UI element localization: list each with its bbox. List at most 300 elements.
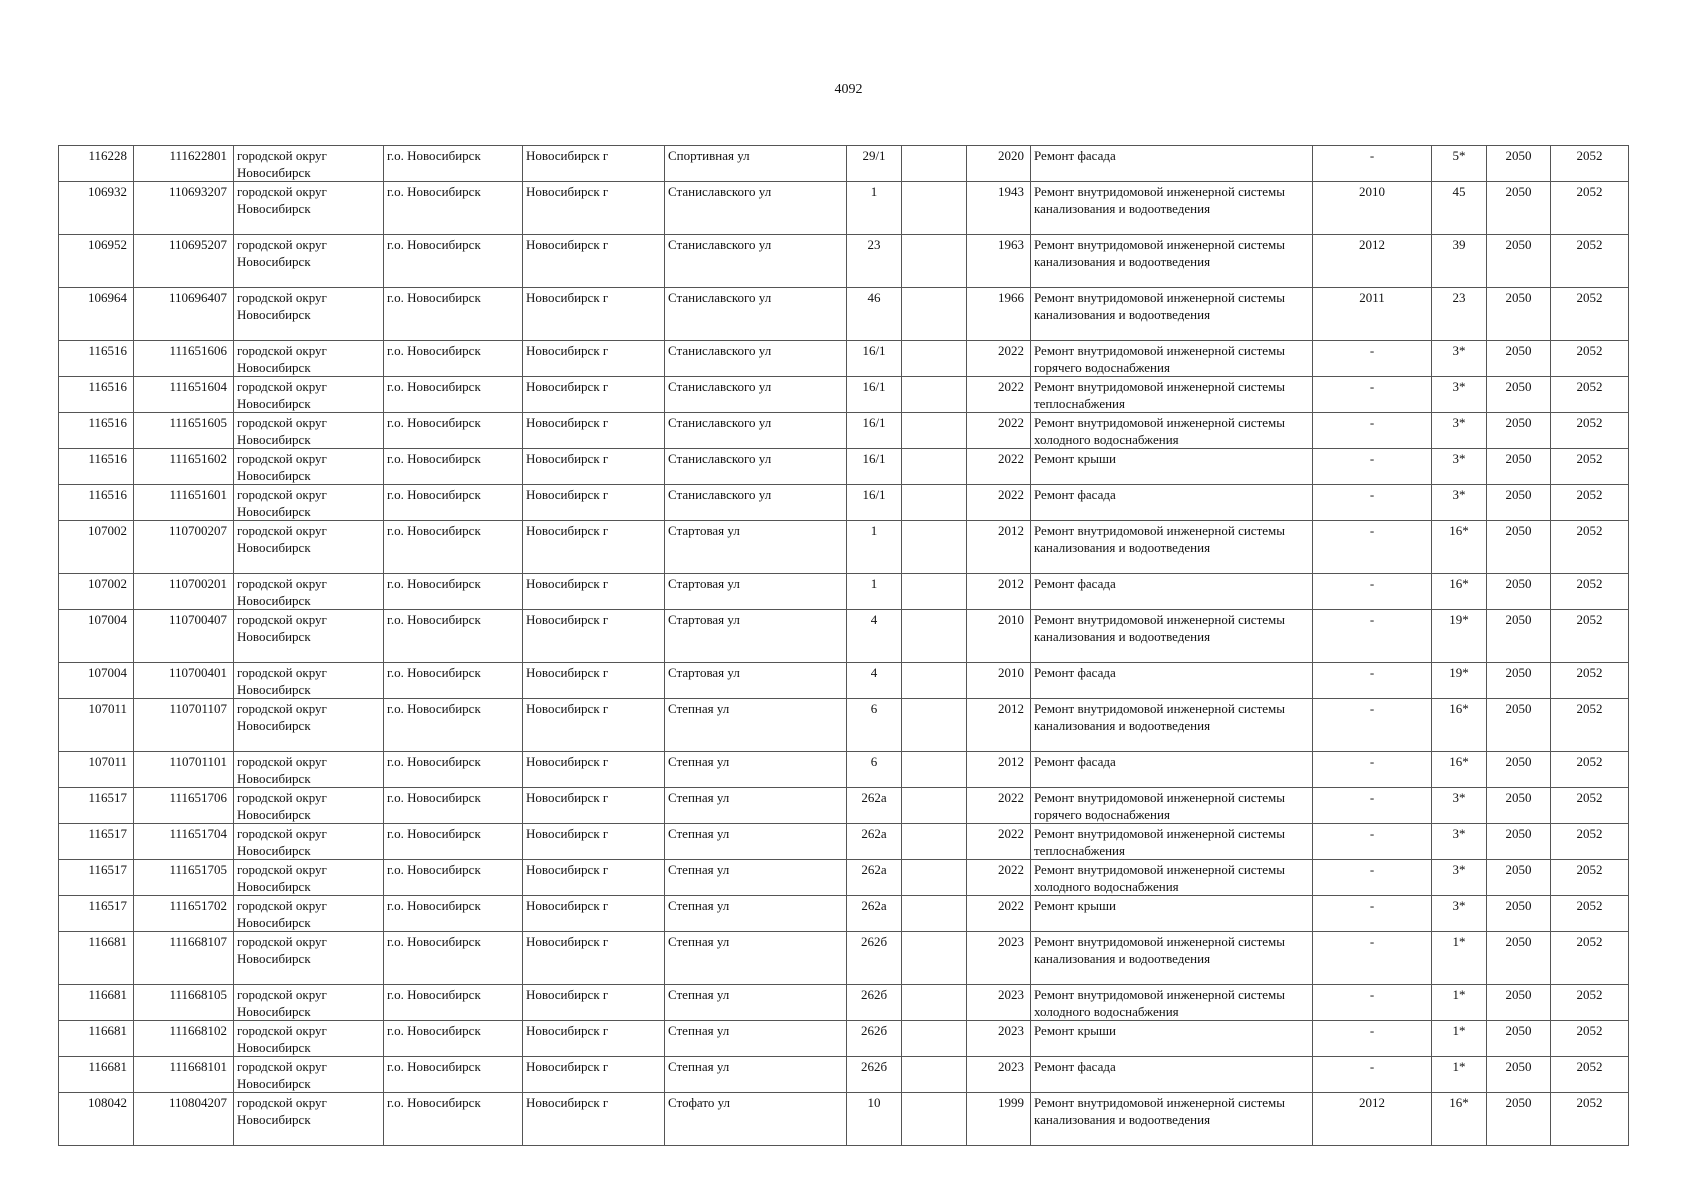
cell-work-type: Ремонт внутридомовой инженерной системы горячего водоснабжения xyxy=(1031,788,1313,824)
cell-municipality: городской округ Новосибирск xyxy=(234,574,384,610)
cell-build-year: 2012 xyxy=(967,574,1031,610)
table-row xyxy=(59,377,1629,413)
cell-house-id: 116228 xyxy=(59,146,134,182)
cell-locality: Новосибирск г xyxy=(523,182,665,235)
cell-building xyxy=(902,377,967,413)
cell-work-id: 110700407 xyxy=(134,610,234,663)
cell-work-type: Ремонт внутридомовой инженерной системы горячего водоснабжения xyxy=(1031,341,1313,377)
cell-municipality: городской округ Новосибирск xyxy=(234,146,384,182)
cell-build-year: 2022 xyxy=(967,341,1031,377)
cell-street: Стартовая ул xyxy=(665,574,847,610)
cell-wear: 45 xyxy=(1432,182,1487,235)
table-row xyxy=(59,860,1629,896)
cell-work-type: Ремонт фасада xyxy=(1031,146,1313,182)
cell-street: Степная ул xyxy=(665,752,847,788)
cell-work-id: 111651604 xyxy=(134,377,234,413)
cell-house-number: 262а xyxy=(847,896,902,932)
cell-plan-start: 2050 xyxy=(1487,932,1551,985)
cell-house-id: 107004 xyxy=(59,610,134,663)
cell-house-id: 116517 xyxy=(59,860,134,896)
cell-street: Степная ул xyxy=(665,1057,847,1093)
cell-plan-end: 2052 xyxy=(1551,896,1629,932)
table-row xyxy=(59,1093,1629,1146)
table-row xyxy=(59,288,1629,341)
cell-plan-start: 2050 xyxy=(1487,377,1551,413)
cell-locality: Новосибирск г xyxy=(523,1057,665,1093)
cell-work-type: Ремонт внутридомовой инженерной системы холодного водоснабжения xyxy=(1031,413,1313,449)
cell-work-type: Ремонт фасада xyxy=(1031,752,1313,788)
cell-wear: 16* xyxy=(1432,699,1487,752)
cell-last-repair-year: - xyxy=(1313,699,1432,752)
cell-work-type: Ремонт внутридомовой инженерной системы канализования и водоотведения xyxy=(1031,610,1313,663)
cell-house-id: 116517 xyxy=(59,824,134,860)
table-row xyxy=(59,574,1629,610)
cell-house-id: 107011 xyxy=(59,752,134,788)
cell-work-id: 111651706 xyxy=(134,788,234,824)
cell-build-year: 2022 xyxy=(967,413,1031,449)
cell-locality: Новосибирск г xyxy=(523,146,665,182)
cell-plan-end: 2052 xyxy=(1551,1021,1629,1057)
cell-build-year: 2023 xyxy=(967,985,1031,1021)
cell-build-year: 2022 xyxy=(967,896,1031,932)
cell-plan-start: 2050 xyxy=(1487,610,1551,663)
cell-house-id: 116516 xyxy=(59,449,134,485)
cell-work-id: 110700207 xyxy=(134,521,234,574)
cell-last-repair-year: - xyxy=(1313,610,1432,663)
cell-house-id: 107011 xyxy=(59,699,134,752)
cell-work-type: Ремонт фасада xyxy=(1031,574,1313,610)
cell-plan-end: 2052 xyxy=(1551,610,1629,663)
cell-building xyxy=(902,449,967,485)
cell-municipal-short: г.о. Новосибирск xyxy=(384,610,523,663)
cell-municipal-short: г.о. Новосибирск xyxy=(384,377,523,413)
cell-plan-start: 2050 xyxy=(1487,413,1551,449)
cell-house-number: 6 xyxy=(847,699,902,752)
table-row xyxy=(59,182,1629,235)
cell-work-type: Ремонт внутридомовой инженерной системы канализования и водоотведения xyxy=(1031,699,1313,752)
cell-municipal-short: г.о. Новосибирск xyxy=(384,752,523,788)
table-row xyxy=(59,485,1629,521)
table-row xyxy=(59,985,1629,1021)
cell-work-id: 111668102 xyxy=(134,1021,234,1057)
cell-building xyxy=(902,699,967,752)
cell-plan-end: 2052 xyxy=(1551,288,1629,341)
cell-build-year: 2022 xyxy=(967,449,1031,485)
cell-municipal-short: г.о. Новосибирск xyxy=(384,288,523,341)
cell-house-number: 262б xyxy=(847,1057,902,1093)
cell-municipal-short: г.о. Новосибирск xyxy=(384,449,523,485)
cell-work-type: Ремонт фасада xyxy=(1031,663,1313,699)
cell-building xyxy=(902,288,967,341)
cell-municipality: городской округ Новосибирск xyxy=(234,932,384,985)
cell-plan-end: 2052 xyxy=(1551,752,1629,788)
cell-last-repair-year: - xyxy=(1313,663,1432,699)
cell-work-id: 111668107 xyxy=(134,932,234,985)
cell-municipality: городской округ Новосибирск xyxy=(234,1057,384,1093)
cell-municipality: городской округ Новосибирск xyxy=(234,413,384,449)
cell-plan-end: 2052 xyxy=(1551,449,1629,485)
cell-house-number: 46 xyxy=(847,288,902,341)
cell-building xyxy=(902,824,967,860)
cell-last-repair-year: - xyxy=(1313,788,1432,824)
cell-municipality: городской округ Новосибирск xyxy=(234,377,384,413)
cell-house-number: 16/1 xyxy=(847,449,902,485)
cell-municipality: городской округ Новосибирск xyxy=(234,699,384,752)
cell-work-id: 111668101 xyxy=(134,1057,234,1093)
cell-work-type: Ремонт внутридомовой инженерной системы канализования и водоотведения xyxy=(1031,288,1313,341)
table-row xyxy=(59,521,1629,574)
cell-street: Станиславского ул xyxy=(665,485,847,521)
cell-last-repair-year: 2010 xyxy=(1313,182,1432,235)
cell-building xyxy=(902,860,967,896)
cell-build-year: 1966 xyxy=(967,288,1031,341)
cell-municipality: городской округ Новосибирск xyxy=(234,860,384,896)
cell-build-year: 2023 xyxy=(967,1021,1031,1057)
cell-plan-end: 2052 xyxy=(1551,341,1629,377)
cell-work-id: 110700201 xyxy=(134,574,234,610)
cell-build-year: 2022 xyxy=(967,485,1031,521)
cell-house-number: 1 xyxy=(847,521,902,574)
cell-house-number: 16/1 xyxy=(847,341,902,377)
cell-wear: 19* xyxy=(1432,663,1487,699)
cell-wear: 3* xyxy=(1432,824,1487,860)
cell-plan-end: 2052 xyxy=(1551,932,1629,985)
cell-street: Степная ул xyxy=(665,699,847,752)
cell-locality: Новосибирск г xyxy=(523,288,665,341)
cell-last-repair-year: - xyxy=(1313,377,1432,413)
cell-work-type: Ремонт внутридомовой инженерной системы канализования и водоотведения xyxy=(1031,182,1313,235)
table-row xyxy=(59,1021,1629,1057)
table-row xyxy=(59,1057,1629,1093)
cell-wear: 3* xyxy=(1432,341,1487,377)
cell-work-type: Ремонт внутридомовой инженерной системы холодного водоснабжения xyxy=(1031,860,1313,896)
cell-build-year: 2020 xyxy=(967,146,1031,182)
cell-street: Степная ул xyxy=(665,860,847,896)
cell-last-repair-year: - xyxy=(1313,146,1432,182)
cell-last-repair-year: - xyxy=(1313,521,1432,574)
cell-building xyxy=(902,1057,967,1093)
table-row xyxy=(59,824,1629,860)
cell-building xyxy=(902,663,967,699)
cell-plan-end: 2052 xyxy=(1551,860,1629,896)
cell-municipality: городской округ Новосибирск xyxy=(234,485,384,521)
cell-street: Станиславского ул xyxy=(665,377,847,413)
cell-street: Станиславского ул xyxy=(665,413,847,449)
cell-work-id: 110701101 xyxy=(134,752,234,788)
cell-street: Станиславского ул xyxy=(665,235,847,288)
cell-build-year: 2022 xyxy=(967,788,1031,824)
cell-build-year: 2012 xyxy=(967,521,1031,574)
cell-street: Степная ул xyxy=(665,932,847,985)
cell-build-year: 2010 xyxy=(967,663,1031,699)
cell-house-id: 107002 xyxy=(59,521,134,574)
cell-house-id: 106932 xyxy=(59,182,134,235)
cell-house-number: 262б xyxy=(847,1021,902,1057)
cell-municipality: городской округ Новосибирск xyxy=(234,788,384,824)
cell-work-id: 111651704 xyxy=(134,824,234,860)
cell-locality: Новосибирск г xyxy=(523,824,665,860)
table-row xyxy=(59,146,1629,182)
cell-last-repair-year: - xyxy=(1313,752,1432,788)
cell-locality: Новосибирск г xyxy=(523,485,665,521)
cell-plan-start: 2050 xyxy=(1487,235,1551,288)
cell-plan-start: 2050 xyxy=(1487,146,1551,182)
cell-plan-end: 2052 xyxy=(1551,235,1629,288)
cell-municipal-short: г.о. Новосибирск xyxy=(384,896,523,932)
cell-last-repair-year: - xyxy=(1313,932,1432,985)
cell-building xyxy=(902,1093,967,1146)
cell-work-id: 110700401 xyxy=(134,663,234,699)
cell-building xyxy=(902,413,967,449)
cell-last-repair-year: 2012 xyxy=(1313,1093,1432,1146)
cell-locality: Новосибирск г xyxy=(523,663,665,699)
page-number: 4092 xyxy=(834,82,863,97)
cell-wear: 1* xyxy=(1432,1021,1487,1057)
cell-wear: 3* xyxy=(1432,860,1487,896)
cell-locality: Новосибирск г xyxy=(523,235,665,288)
cell-building xyxy=(902,235,967,288)
cell-plan-start: 2050 xyxy=(1487,663,1551,699)
cell-municipal-short: г.о. Новосибирск xyxy=(384,1021,523,1057)
repair-schedule-table xyxy=(58,145,1629,1146)
cell-street: Стартовая ул xyxy=(665,663,847,699)
cell-locality: Новосибирск г xyxy=(523,521,665,574)
cell-plan-end: 2052 xyxy=(1551,521,1629,574)
cell-locality: Новосибирск г xyxy=(523,752,665,788)
cell-locality: Новосибирск г xyxy=(523,377,665,413)
cell-building xyxy=(902,985,967,1021)
table-row xyxy=(59,449,1629,485)
cell-house-number: 262б xyxy=(847,985,902,1021)
cell-wear: 3* xyxy=(1432,896,1487,932)
cell-last-repair-year: - xyxy=(1313,1021,1432,1057)
cell-wear: 3* xyxy=(1432,413,1487,449)
cell-house-number: 16/1 xyxy=(847,485,902,521)
cell-plan-end: 2052 xyxy=(1551,485,1629,521)
cell-plan-start: 2050 xyxy=(1487,574,1551,610)
cell-plan-start: 2050 xyxy=(1487,1057,1551,1093)
cell-build-year: 2022 xyxy=(967,377,1031,413)
cell-municipal-short: г.о. Новосибирск xyxy=(384,1057,523,1093)
cell-locality: Новосибирск г xyxy=(523,1093,665,1146)
cell-locality: Новосибирск г xyxy=(523,932,665,985)
cell-work-type: Ремонт крыши xyxy=(1031,896,1313,932)
cell-municipal-short: г.о. Новосибирск xyxy=(384,235,523,288)
cell-house-id: 116516 xyxy=(59,413,134,449)
cell-building xyxy=(902,521,967,574)
cell-street: Степная ул xyxy=(665,824,847,860)
cell-municipality: городской округ Новосибирск xyxy=(234,235,384,288)
cell-house-number: 262а xyxy=(847,788,902,824)
cell-building xyxy=(902,146,967,182)
cell-municipal-short: г.о. Новосибирск xyxy=(384,182,523,235)
cell-building xyxy=(902,485,967,521)
cell-plan-start: 2050 xyxy=(1487,860,1551,896)
cell-wear: 3* xyxy=(1432,377,1487,413)
cell-street: Степная ул xyxy=(665,788,847,824)
cell-locality: Новосибирск г xyxy=(523,610,665,663)
cell-municipality: городской округ Новосибирск xyxy=(234,985,384,1021)
cell-locality: Новосибирск г xyxy=(523,341,665,377)
cell-wear: 19* xyxy=(1432,610,1487,663)
cell-house-number: 29/1 xyxy=(847,146,902,182)
cell-last-repair-year: - xyxy=(1313,1057,1432,1093)
cell-wear: 3* xyxy=(1432,788,1487,824)
cell-last-repair-year: - xyxy=(1313,413,1432,449)
cell-building xyxy=(902,574,967,610)
cell-municipal-short: г.о. Новосибирск xyxy=(384,985,523,1021)
cell-municipal-short: г.о. Новосибирск xyxy=(384,521,523,574)
cell-locality: Новосибирск г xyxy=(523,1021,665,1057)
cell-work-id: 110695207 xyxy=(134,235,234,288)
cell-house-number: 262а xyxy=(847,860,902,896)
cell-work-type: Ремонт внутридомовой инженерной системы холодного водоснабжения xyxy=(1031,985,1313,1021)
cell-house-id: 116681 xyxy=(59,1057,134,1093)
cell-house-id: 116516 xyxy=(59,377,134,413)
cell-work-type: Ремонт внутридомовой инженерной системы канализования и водоотведения xyxy=(1031,932,1313,985)
cell-plan-start: 2050 xyxy=(1487,896,1551,932)
table-row xyxy=(59,699,1629,752)
cell-work-type: Ремонт внутридомовой инженерной системы канализования и водоотведения xyxy=(1031,235,1313,288)
cell-house-number: 4 xyxy=(847,663,902,699)
cell-municipal-short: г.о. Новосибирск xyxy=(384,574,523,610)
cell-municipality: городской округ Новосибирск xyxy=(234,521,384,574)
cell-last-repair-year: - xyxy=(1313,485,1432,521)
cell-wear: 16* xyxy=(1432,574,1487,610)
cell-house-number: 16/1 xyxy=(847,377,902,413)
cell-street: Станиславского ул xyxy=(665,288,847,341)
cell-wear: 1* xyxy=(1432,985,1487,1021)
cell-plan-end: 2052 xyxy=(1551,574,1629,610)
cell-plan-start: 2050 xyxy=(1487,182,1551,235)
cell-plan-end: 2052 xyxy=(1551,1057,1629,1093)
cell-plan-start: 2050 xyxy=(1487,288,1551,341)
cell-work-type: Ремонт фасада xyxy=(1031,485,1313,521)
cell-last-repair-year: - xyxy=(1313,449,1432,485)
cell-municipal-short: г.о. Новосибирск xyxy=(384,146,523,182)
cell-work-id: 111651605 xyxy=(134,413,234,449)
cell-last-repair-year: - xyxy=(1313,985,1432,1021)
cell-plan-start: 2050 xyxy=(1487,985,1551,1021)
cell-locality: Новосибирск г xyxy=(523,860,665,896)
cell-building xyxy=(902,788,967,824)
cell-plan-end: 2052 xyxy=(1551,699,1629,752)
cell-street: Степная ул xyxy=(665,985,847,1021)
cell-work-type: Ремонт крыши xyxy=(1031,1021,1313,1057)
cell-work-type: Ремонт фасада xyxy=(1031,1057,1313,1093)
cell-wear: 3* xyxy=(1432,485,1487,521)
cell-plan-start: 2050 xyxy=(1487,699,1551,752)
cell-street: Степная ул xyxy=(665,896,847,932)
cell-last-repair-year: - xyxy=(1313,896,1432,932)
cell-building xyxy=(902,610,967,663)
cell-municipal-short: г.о. Новосибирск xyxy=(384,699,523,752)
cell-locality: Новосибирск г xyxy=(523,788,665,824)
cell-work-id: 110696407 xyxy=(134,288,234,341)
cell-plan-start: 2050 xyxy=(1487,752,1551,788)
cell-plan-start: 2050 xyxy=(1487,1021,1551,1057)
cell-municipal-short: г.о. Новосибирск xyxy=(384,413,523,449)
cell-municipality: городской округ Новосибирск xyxy=(234,610,384,663)
table-row xyxy=(59,663,1629,699)
cell-wear: 1* xyxy=(1432,932,1487,985)
cell-municipal-short: г.о. Новосибирск xyxy=(384,341,523,377)
cell-plan-end: 2052 xyxy=(1551,377,1629,413)
cell-street: Стартовая ул xyxy=(665,521,847,574)
cell-wear: 3* xyxy=(1432,449,1487,485)
cell-last-repair-year: - xyxy=(1313,341,1432,377)
cell-work-id: 111622801 xyxy=(134,146,234,182)
cell-house-id: 116517 xyxy=(59,788,134,824)
cell-municipality: городской округ Новосибирск xyxy=(234,752,384,788)
cell-house-id: 106952 xyxy=(59,235,134,288)
cell-wear: 5* xyxy=(1432,146,1487,182)
cell-wear: 1* xyxy=(1432,1057,1487,1093)
cell-house-id: 107004 xyxy=(59,663,134,699)
cell-build-year: 2010 xyxy=(967,610,1031,663)
cell-street: Спортивная ул xyxy=(665,146,847,182)
cell-plan-start: 2050 xyxy=(1487,1093,1551,1146)
table-row xyxy=(59,752,1629,788)
cell-plan-end: 2052 xyxy=(1551,985,1629,1021)
cell-plan-end: 2052 xyxy=(1551,146,1629,182)
cell-building xyxy=(902,896,967,932)
cell-build-year: 1999 xyxy=(967,1093,1031,1146)
cell-house-number: 16/1 xyxy=(847,413,902,449)
cell-street: Степная ул xyxy=(665,1021,847,1057)
cell-wear: 39 xyxy=(1432,235,1487,288)
cell-plan-start: 2050 xyxy=(1487,824,1551,860)
cell-work-id: 111651705 xyxy=(134,860,234,896)
cell-last-repair-year: 2011 xyxy=(1313,288,1432,341)
cell-municipal-short: г.о. Новосибирск xyxy=(384,1093,523,1146)
table-row xyxy=(59,896,1629,932)
cell-work-id: 111651602 xyxy=(134,449,234,485)
cell-house-number: 1 xyxy=(847,574,902,610)
cell-build-year: 2022 xyxy=(967,824,1031,860)
table-row xyxy=(59,610,1629,663)
cell-municipality: городской округ Новосибирск xyxy=(234,824,384,860)
cell-plan-start: 2050 xyxy=(1487,788,1551,824)
cell-plan-start: 2050 xyxy=(1487,485,1551,521)
cell-work-id: 110693207 xyxy=(134,182,234,235)
cell-build-year: 2022 xyxy=(967,860,1031,896)
cell-municipal-short: г.о. Новосибирск xyxy=(384,485,523,521)
cell-wear: 23 xyxy=(1432,288,1487,341)
cell-municipality: городской округ Новосибирск xyxy=(234,182,384,235)
cell-building xyxy=(902,341,967,377)
cell-building xyxy=(902,752,967,788)
cell-house-number: 6 xyxy=(847,752,902,788)
cell-building xyxy=(902,932,967,985)
cell-house-id: 107002 xyxy=(59,574,134,610)
cell-work-type: Ремонт крыши xyxy=(1031,449,1313,485)
cell-last-repair-year: - xyxy=(1313,574,1432,610)
cell-work-type: Ремонт внутридомовой инженерной системы канализования и водоотведения xyxy=(1031,521,1313,574)
cell-plan-end: 2052 xyxy=(1551,413,1629,449)
cell-house-id: 106964 xyxy=(59,288,134,341)
cell-municipal-short: г.о. Новосибирск xyxy=(384,824,523,860)
cell-house-number: 262а xyxy=(847,824,902,860)
cell-house-number: 10 xyxy=(847,1093,902,1146)
cell-build-year: 1963 xyxy=(967,235,1031,288)
cell-house-number: 262б xyxy=(847,932,902,985)
cell-work-type: Ремонт внутридомовой инженерной системы канализования и водоотведения xyxy=(1031,1093,1313,1146)
cell-locality: Новосибирск г xyxy=(523,699,665,752)
table-row xyxy=(59,235,1629,288)
cell-municipality: городской округ Новосибирск xyxy=(234,1093,384,1146)
cell-street: Станиславского ул xyxy=(665,182,847,235)
